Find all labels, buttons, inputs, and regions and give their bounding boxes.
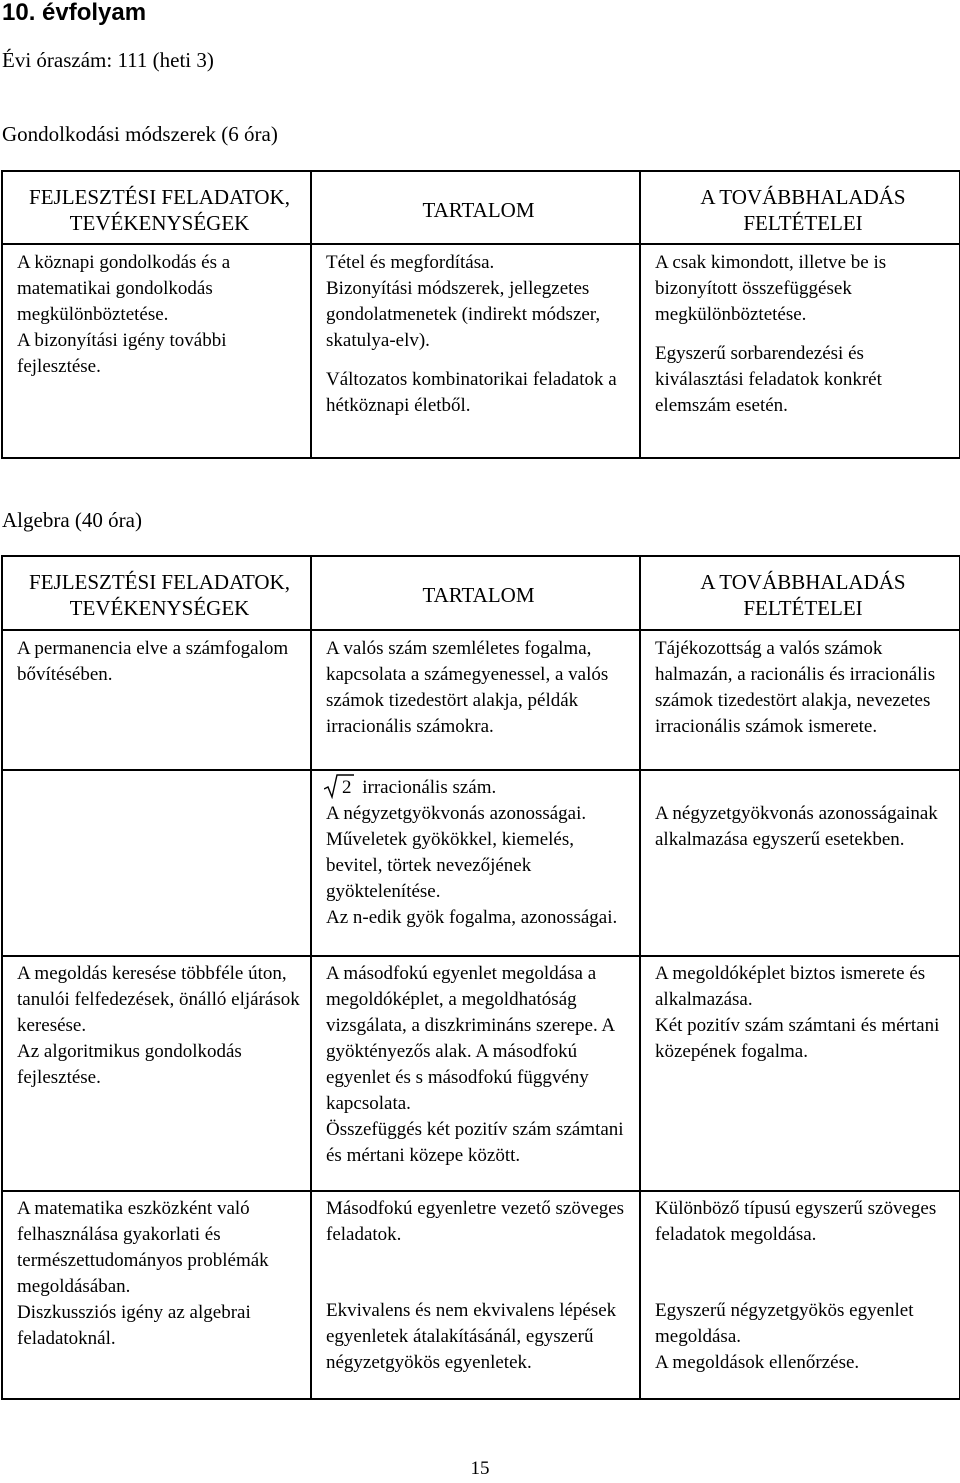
list-item: Változatos kombinatorikai feladatok a hétköznapi életből. [326,369,617,416]
list-item: Műveletek gyökökkel, kiemelés, bevitel, törtek nevezőjének gyöktelenítése. [326,829,574,902]
table-cell [2,244,311,458]
list-item: Különböző típusú egyszerű szöveges feladatok megoldása. [655,1198,937,1245]
header-content: TARTALOM [311,171,640,244]
list-item: Két pozitív szám számtani és mértani közepének fogalma. [655,1015,940,1062]
list-item: Egyszerű sorbarendezési és kiválasztási feladatok konkrét elemszám esetén. [655,343,882,416]
table-cell [2,630,311,770]
table-cell [311,1191,640,1399]
list-item: A megoldás keresése többféle úton, tanulói felfedezések, önálló eljárások keresése. [17,963,300,1036]
table-cell [640,770,960,956]
table-cell [640,1191,960,1399]
list-item: A négyzetgyökvonás azonosságainak alkalmazása egyszerű esetekben. [655,803,938,850]
list-item: A négyzetgyökvonás azonosságai. [326,803,587,824]
sqrt-line [326,775,631,801]
header-tasks: FEJLESZTÉSI FELADATOK, TEVÉKENYSÉGEK [2,171,311,244]
header-requirements: A TOVÁBBHALADÁS FELTÉTELEI [640,171,960,244]
section-heading-algebra: Algebra (40 óra) [2,508,142,532]
list-item: Diszkussziós igény az algebrai feladatoknál. [17,1302,251,1349]
table-methods [1,170,960,459]
table-cell [311,630,640,770]
list-item: Az algoritmikus gondolkodás fejlesztése. [17,1041,242,1088]
table-cell [640,956,960,1191]
table-cell [2,956,311,1191]
list-item: Tétel és megfordítása. [326,252,495,273]
annual-hours: Évi óraszám: 111 (heti 3) [2,48,214,72]
list-item: A valós szám szemléletes fogalma, kapcsolata a számegyenessel, a valós számok tizedestört alakja, példák irracionális számokra. [326,638,609,737]
list-item: Egyszerű négyzetgyökös egyenlet megoldása. [655,1300,914,1347]
section-heading-methods: Gondolkodási módszerek (6 óra) [2,122,278,146]
list-item: A másodfokú egyenlet megoldása a megoldóképlet, a megoldhatóság vizsgálata, a diszkrimináns szerepe. A gyöktényezős alak. A másodfokú egyenlet és s másodfokú függvény kapcsolata. [326,963,615,1114]
table-cell [2,1191,311,1399]
radical-icon [324,773,354,799]
list-item: A megoldóképlet biztos ismerete és alkalmazása. [655,963,926,1010]
list-item: Ekvivalens és nem ekvivalens lépések egyenletek átalakításánál, egyszerű négyzetgyökös egyenletek. [326,1300,617,1373]
header-requirements: A TOVÁBBHALADÁS FELTÉTELEI [640,556,960,630]
page-title: 10. évfolyam [2,0,147,26]
table-cell [311,956,640,1191]
sqrt-value: 2 [342,777,352,798]
header-tasks: FEJLESZTÉSI FELADATOK, TEVÉKENYSÉGEK [2,556,311,630]
list-item: A megoldások ellenőrzése. [655,1352,860,1373]
list-item: A köznapi gondolkodás és a matematikai gondolkodás megkülönböztetése. [17,252,231,325]
table-algebra [1,555,960,1400]
page-number: 15 [470,1458,490,1479]
table-cell [640,244,960,458]
sqrt-text: irracionális szám. [362,777,497,798]
table-cell [311,244,640,458]
table-cell [311,770,640,956]
header-content: TARTALOM [311,556,640,630]
list-item: Az n-edik gyök fogalma, azonosságai. [326,907,618,928]
list-item: Összefüggés két pozitív szám számtani és mértani közepe között. [326,1119,624,1166]
list-item: A matematika eszközként való felhasználása gyakorlati és természettudományos problémák megoldásában. [17,1198,269,1297]
table-cell [2,770,311,956]
list-item: Tájékozottság a valós számok halmazán, a racionális és irracionális számok tizedestört alakja, nevezetes irracionális számok ismerete. [655,638,936,737]
table-cell [640,630,960,770]
sqrt-symbol [328,775,352,801]
list-item: A bizonyítási igény további fejlesztése. [17,330,227,377]
list-item: Bizonyítási módszerek, jellegzetes gondolatmenetek (indirekt módszer, skatulya-elv). [326,278,601,351]
list-item: A permanencia elve a számfogalom bővítésében. [17,638,289,685]
list-item: A csak kimondott, illetve be is bizonyított összefüggések megkülönböztetése. [655,252,887,325]
list-item: Másodfokú egyenletre vezető szöveges feladatok. [326,1198,625,1245]
